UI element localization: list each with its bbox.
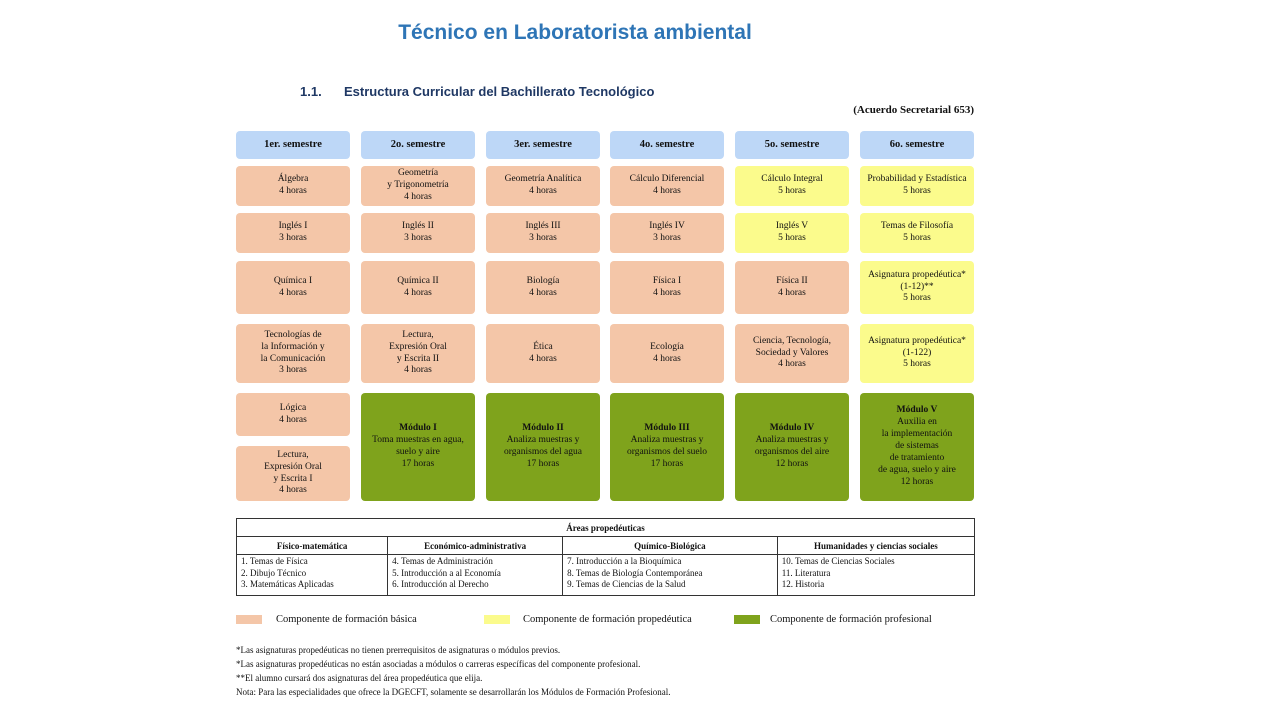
subject-line: Asignatura propedéutica* [868, 269, 966, 280]
subject-line: la implementación [881, 429, 953, 440]
subject-line: 3 horas [529, 233, 557, 243]
subject-cell [361, 324, 475, 383]
subject-line: Ciencia, Tecnología, [752, 335, 832, 346]
area-items [777, 555, 974, 596]
area-item: 6. Introducción al Derecho [392, 579, 489, 590]
area-item: 10. Temas de Ciencias Sociales [781, 556, 895, 566]
subject-cell [735, 261, 849, 314]
legend-swatch-propedeutica [484, 615, 510, 624]
subject-line: y Escrita II [396, 353, 440, 364]
subject-line: Toma muestras en agua, [372, 435, 464, 446]
subject-line: 4 horas [653, 287, 681, 298]
subject-cell [486, 166, 600, 206]
subject-line: 5 horas [778, 186, 806, 196]
area-items [237, 555, 388, 596]
subject-line: 4 horas [279, 186, 307, 196]
subject-line: 4 horas [529, 287, 557, 298]
subject-line: Física II [776, 275, 808, 286]
subject-line: (1-12)** [900, 281, 934, 292]
subject-line: Lectura, [277, 449, 309, 460]
semester-header: 4o. semestre [610, 131, 724, 159]
subject-cell [860, 261, 974, 314]
module-cell [860, 393, 974, 501]
subject-line: Probabilidad y Estadística [867, 174, 967, 185]
subject-cell [735, 324, 849, 383]
legend-swatch-basica [236, 615, 262, 624]
subject-line: Biología [526, 275, 560, 286]
subject-line: 4 horas [279, 414, 307, 425]
subject-cell [236, 166, 350, 206]
section-number: 1.1. [300, 84, 322, 99]
subject-line: 17 horas [401, 458, 435, 469]
legend-swatch-profesional [734, 615, 760, 624]
area-items [388, 555, 563, 596]
subject-line: Álgebra [277, 174, 309, 185]
subject-cell [610, 166, 724, 206]
subject-cell [486, 261, 600, 314]
subject-line: Expresión Oral [264, 461, 322, 472]
subject-line: 4 horas [529, 186, 557, 196]
subject-line: Sociedad y Valores [755, 347, 829, 358]
semester-header: 6o. semestre [860, 131, 974, 159]
subject-line: 5 horas [903, 293, 931, 304]
subject-line: 4 horas [404, 191, 432, 202]
subject-cell [236, 261, 350, 314]
subject-line: Ecología [650, 341, 684, 352]
semester-header: 3er. semestre [486, 131, 600, 159]
subject-line: Analiza muestras y [630, 435, 704, 446]
subject-line: Ética [533, 341, 553, 352]
subject-cell [486, 213, 600, 253]
subject-line: y Escrita I [273, 473, 313, 484]
subject-line: organismos del suelo [626, 447, 708, 457]
subject-line: Lógica [279, 402, 307, 413]
subject-cell [486, 324, 600, 383]
subject-line: Inglés I [278, 221, 308, 232]
subject-line: 4 horas [279, 485, 307, 496]
subject-line: Inglés III [525, 221, 561, 232]
subject-line: Cálculo Diferencial [629, 174, 705, 185]
areas-table-title: Áreas propedéuticas [237, 519, 975, 537]
subject-line: 3 horas [279, 233, 307, 243]
area-item: 3. Matemáticas Aplicadas [241, 579, 334, 590]
subject-line: 3 horas [279, 365, 307, 376]
subject-cell [361, 213, 475, 253]
area-item: 4. Temas de Administración [392, 556, 493, 566]
subject-cell [361, 166, 475, 206]
areas-propedeuticas-table [236, 518, 975, 596]
subject-line: 17 horas [526, 458, 560, 469]
area-header: Económico-administrativa [388, 537, 563, 555]
subject-line: 4 horas [404, 365, 432, 376]
footnote: **El alumno cursará dos asignaturas del área propedéutica que elija. [236, 672, 483, 683]
semester-header: 2o. semestre [361, 131, 475, 159]
subject-line: Tecnologías de [264, 329, 322, 340]
legend-label-propedeutica: Componente de formación propedéutica [523, 614, 692, 625]
subject-cell [860, 166, 974, 206]
subject-line: Analiza muestras y [506, 435, 580, 446]
legend-label-basica: Componente de formación básica [276, 614, 417, 625]
module-cell [735, 393, 849, 501]
subject-line: (1-122) [902, 347, 932, 358]
area-header: Físico-matemática [237, 537, 388, 555]
subject-line: 5 horas [903, 186, 931, 196]
subject-line: Auxilia en [897, 417, 937, 428]
footnote: Nota: Para las especialidades que ofrece la DGECFT, solamente se desarrollarán los Módulos de Formación Profesional. [236, 686, 671, 697]
subject-line: Analiza muestras y [755, 435, 829, 446]
subject-cell [860, 324, 974, 383]
subject-line: 4 horas [653, 186, 681, 196]
subject-line: 3 horas [404, 233, 432, 243]
subject-line: Asignatura propedéutica* [868, 335, 966, 346]
subject-line: 12 horas [900, 476, 934, 487]
area-item: 8. Temas de Biología Contemporánea [567, 567, 703, 578]
subject-line: organismos del aire [754, 447, 830, 457]
section-title: Estructura Curricular del Bachillerato Tecnológico [344, 84, 655, 99]
area-item: 12. Historia [781, 579, 825, 590]
area-item: 9. Temas de Ciencias de la Salud [567, 579, 686, 590]
subject-line: Física I [652, 275, 682, 286]
agreement-reference: (Acuerdo Secretarial 653) [853, 104, 974, 116]
module-cell [610, 393, 724, 501]
subject-cell [860, 213, 974, 253]
semester-header: 1er. semestre [236, 131, 350, 159]
subject-cell [236, 393, 350, 436]
area-item: 11. Literatura [781, 567, 831, 578]
subject-line: suelo y aire [396, 447, 440, 457]
subject-line: 12 horas [775, 458, 809, 469]
subject-line: Módulo I [399, 423, 437, 434]
subject-line: 4 horas [529, 353, 557, 364]
subject-line: de agua, suelo y aire [878, 464, 956, 475]
subject-line: 4 horas [279, 287, 307, 298]
module-cell [486, 393, 600, 501]
subject-cell [236, 324, 350, 383]
subject-line: Módulo II [522, 423, 564, 434]
subject-line: Módulo V [896, 405, 938, 416]
subject-line: Lectura, [402, 329, 434, 340]
subject-line: Expresión Oral [389, 341, 447, 352]
subject-line: 17 horas [650, 458, 684, 469]
subject-cell [735, 166, 849, 206]
subject-cell [361, 261, 475, 314]
area-header: Humanidades y ciencias sociales [777, 537, 974, 555]
subject-line: 3 horas [653, 233, 681, 243]
subject-line: 5 horas [903, 233, 931, 243]
module-cell [361, 393, 475, 501]
slide-title: Técnico en Laboratorista ambiental [398, 21, 752, 44]
subject-cell [610, 261, 724, 314]
subject-line: Inglés V [775, 221, 809, 232]
area-item: 1. Temas de Física [241, 556, 308, 566]
subject-line: la Información y [261, 341, 325, 352]
subject-line: de tratamiento [889, 452, 945, 463]
subject-line: la Comunicación [260, 353, 326, 364]
area-item: 2. Dibujo Técnico [241, 567, 307, 578]
subject-line: 4 horas [778, 287, 806, 298]
subject-line: y Trigonometría [387, 180, 449, 191]
subject-line: organismos del agua [504, 447, 582, 457]
subject-cell [610, 213, 724, 253]
footnote: *Las asignaturas propedéuticas no tienen prerrequisitos de asignaturas o módulos previos. [236, 645, 561, 655]
subject-line: 4 horas [653, 353, 681, 364]
subject-cell [735, 213, 849, 253]
subject-line: 5 horas [778, 233, 806, 243]
subject-line: Módulo III [644, 423, 690, 434]
subject-line: Temas de Filosofía [880, 221, 954, 232]
subject-line: de sistemas [895, 441, 939, 452]
subject-cell [610, 324, 724, 383]
subject-line: Geometría Analítica [504, 174, 582, 185]
legend-label-profesional: Componente de formación profesional [770, 614, 932, 625]
subject-cell [236, 213, 350, 253]
subject-line: Química II [397, 275, 439, 286]
subject-line: Geometría [397, 168, 439, 179]
subject-line: Cálculo Integral [761, 174, 823, 185]
footnote: *Las asignaturas propedéuticas no están asociadas a módulos o carreras específicas del componente profesional. [236, 658, 641, 669]
subject-line: 4 horas [778, 359, 806, 370]
footnotes [236, 644, 670, 700]
subject-line: Módulo IV [769, 423, 815, 434]
area-item: 7. Introducción a la Bioquímica [567, 556, 682, 566]
subject-line: Inglés IV [649, 221, 685, 232]
subject-line: 4 horas [404, 287, 432, 298]
subject-line: Química I [273, 275, 313, 286]
semester-header: 5o. semestre [735, 131, 849, 159]
subject-line: Inglés II [402, 221, 434, 232]
area-items [563, 555, 778, 596]
subject-cell [236, 446, 350, 501]
area-item: 5. Introducción a al Economía [392, 567, 501, 578]
subject-line: 5 horas [903, 359, 931, 370]
area-header: Químico-Biológica [563, 537, 778, 555]
